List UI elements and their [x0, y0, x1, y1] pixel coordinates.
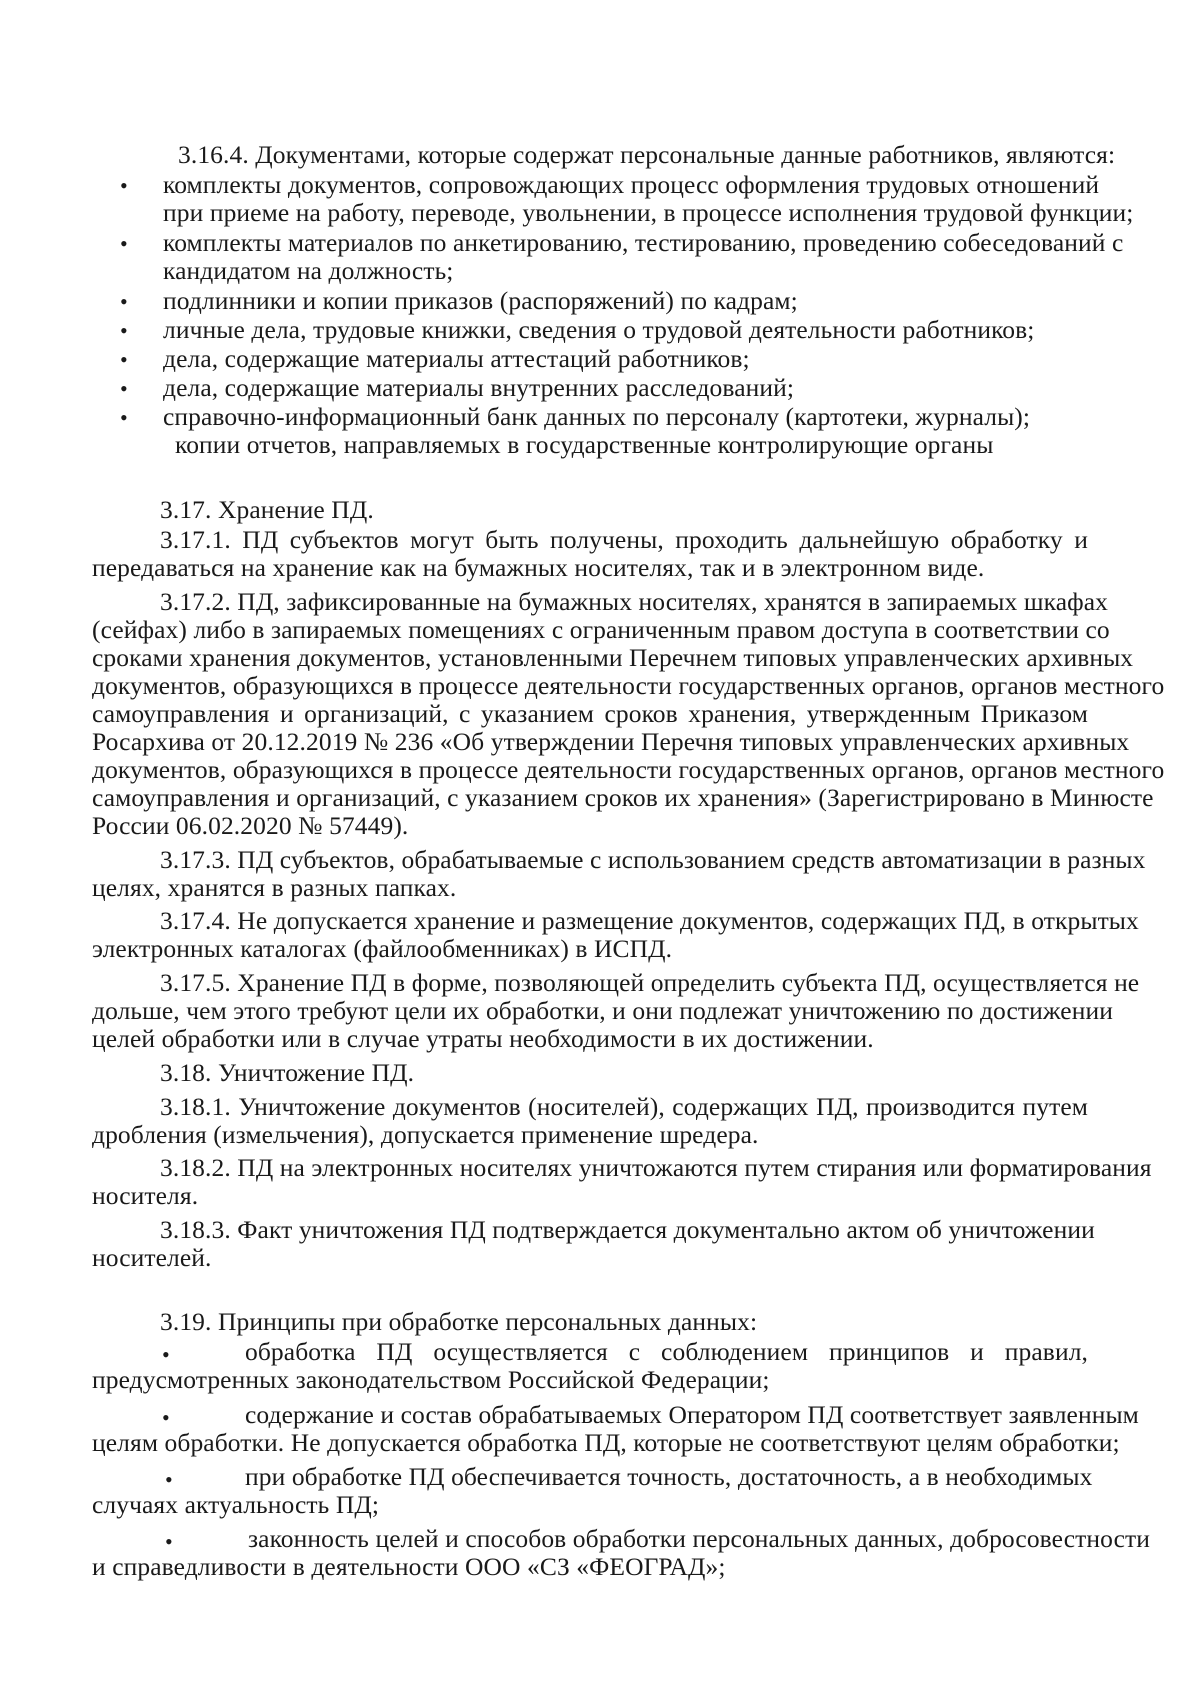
paragraph-line: целях, хранятся в разных папках. — [92, 873, 457, 902]
paragraph-line: дробления (измельчения), допускается применение шредера. — [92, 1120, 759, 1149]
paragraph-line: 3.18.1. Уничтожение документов (носителей), содержащих ПД, производится путем — [160, 1092, 1088, 1121]
list-item: обработка ПД осуществляется с соблюдением принципов и правил, — [245, 1337, 1088, 1366]
paragraph-line: (сейфах) либо в запираемых помещениях с ограниченным правом доступа в соответствии со — [92, 615, 1110, 644]
paragraph-line: передаваться на хранение как на бумажных носителях, так и в электронном виде. — [92, 553, 985, 582]
paragraph-line: 3.17.3. ПД субъектов, обрабатываемые с использованием средств автоматизации в разных — [160, 845, 1146, 874]
bullet-symbol: • — [165, 1529, 173, 1554]
bullet-symbol: • — [120, 347, 128, 372]
paragraph-line: электронных каталогах (файлообменниках) в ИСПД. — [92, 934, 673, 963]
list-item: справочно-информационный банк данных по персоналу (картотеки, журналы); — [163, 402, 1031, 431]
list-item: комплекты материалов по анкетированию, тестированию, проведению собеседований с — [163, 228, 1124, 257]
bullet-symbol: • — [120, 376, 128, 401]
paragraph-line: 3.17.4. Не допускается хранение и размещение документов, содержащих ПД, в открытых — [160, 906, 1139, 935]
paragraph-line: носителя. — [92, 1181, 199, 1210]
bullet-symbol: • — [120, 405, 128, 430]
list-item: при обработке ПД обеспечивается точность, достаточность, а в необходимых — [245, 1462, 1093, 1491]
paragraph-line: 3.17.5. Хранение ПД в форме, позволяющей определить субъекта ПД, осуществляется не — [160, 968, 1140, 997]
bullet-symbol: • — [120, 173, 128, 198]
paragraph-line: дольше, чем этого требуют цели их обработки, и они подлежат уничтожению по достижении — [92, 996, 1113, 1025]
list-item-continuation: предусмотренных законодательством Российской Федерации; — [92, 1365, 770, 1394]
list-item: дела, содержащие материалы аттестаций работников; — [163, 344, 750, 373]
list-item-continuation: при приеме на работу, переводе, увольнении, в процессе исполнения трудовой функции; — [163, 198, 1134, 227]
section-3-19-heading: 3.19. Принципы при обработке персональных данных: — [160, 1307, 758, 1336]
paragraph-line: 3.17.1. ПД субъектов могут быть получены, проходить дальнейшую обработку и — [160, 525, 1088, 554]
paragraph-line: самоуправления и организаций, с указанием сроков их хранения» (Зарегистрировано в Минюсте — [92, 783, 1154, 812]
paragraph-line: целей обработки или в случае утраты необходимости в их достижении. — [92, 1024, 874, 1053]
list-item-continuation: и справедливости в деятельности ООО «СЗ «ФЕОГРАД»; — [92, 1552, 726, 1581]
paragraph-line: 3.17.2. ПД, зафиксированные на бумажных носителях, хранятся в запираемых шкафах — [160, 587, 1109, 616]
list-item: законность целей и способов обработки персональных данных, добросовестности — [248, 1524, 1151, 1553]
list-item-continuation: кандидатом на должность; — [163, 256, 454, 285]
paragraph-line: 3.18.2. ПД на электронных носителях уничтожаются путем стирания или форматирования — [160, 1153, 1152, 1182]
paragraph-line: документов, образующихся в процессе деятельности государственных органов, органов местного — [92, 671, 1165, 700]
paragraph-line: документов, образующихся в процессе деятельности государственных органов, органов местного — [92, 755, 1165, 784]
bullet-symbol: • — [120, 289, 128, 314]
paragraph-line: сроками хранения документов, установленными Перечнем типовых управленческих архивных — [92, 643, 1134, 672]
paragraph-line: самоуправления и организаций, с указанием сроков хранения, утвержденным Приказом — [92, 699, 1088, 728]
paragraph-line: 3.18.3. Факт уничтожения ПД подтверждается документально актом об уничтожении — [160, 1215, 1095, 1244]
bullet-symbol: • — [165, 1467, 173, 1492]
paragraph-line: Росархива от 20.12.2019 № 236 «Об утверждении Перечня типовых управленческих архивных — [92, 727, 1130, 756]
section-3-16-4-intro: 3.16.4. Документами, которые содержат персональные данные работников, являются: — [178, 140, 1116, 169]
section-3-18-heading: 3.18. Уничтожение ПД. — [160, 1058, 415, 1087]
section-3-17-heading: 3.17. Хранение ПД. — [160, 495, 374, 524]
list-item: комплекты документов, сопровождающих процесс оформления трудовых отношений — [163, 170, 1100, 199]
list-item: подлинники и копии приказов (распоряжений) по кадрам; — [163, 286, 798, 315]
bullet-symbol: • — [120, 318, 128, 343]
bullet-symbol: • — [120, 231, 128, 256]
list-item: личные дела, трудовые книжки, сведения о трудовой деятельности работников; — [163, 315, 1035, 344]
bullet-symbol: • — [162, 1405, 170, 1430]
paragraph-line: носителей. — [92, 1243, 212, 1272]
list-item: дела, содержащие материалы внутренних расследований; — [163, 373, 795, 402]
bullet-symbol: • — [162, 1342, 170, 1367]
list-item-continuation: копии отчетов, направляемых в государственные контролирующие органы — [175, 430, 994, 459]
list-item-continuation: случаях актуальность ПД; — [92, 1490, 380, 1519]
list-item: содержание и состав обрабатываемых Оператором ПД соответствует заявленным — [245, 1400, 1139, 1429]
list-item-continuation: целям обработки. Не допускается обработка ПД, которые не соответствуют целям обработки; — [92, 1428, 1120, 1457]
paragraph-line: России 06.02.2020 № 57449). — [92, 811, 409, 840]
